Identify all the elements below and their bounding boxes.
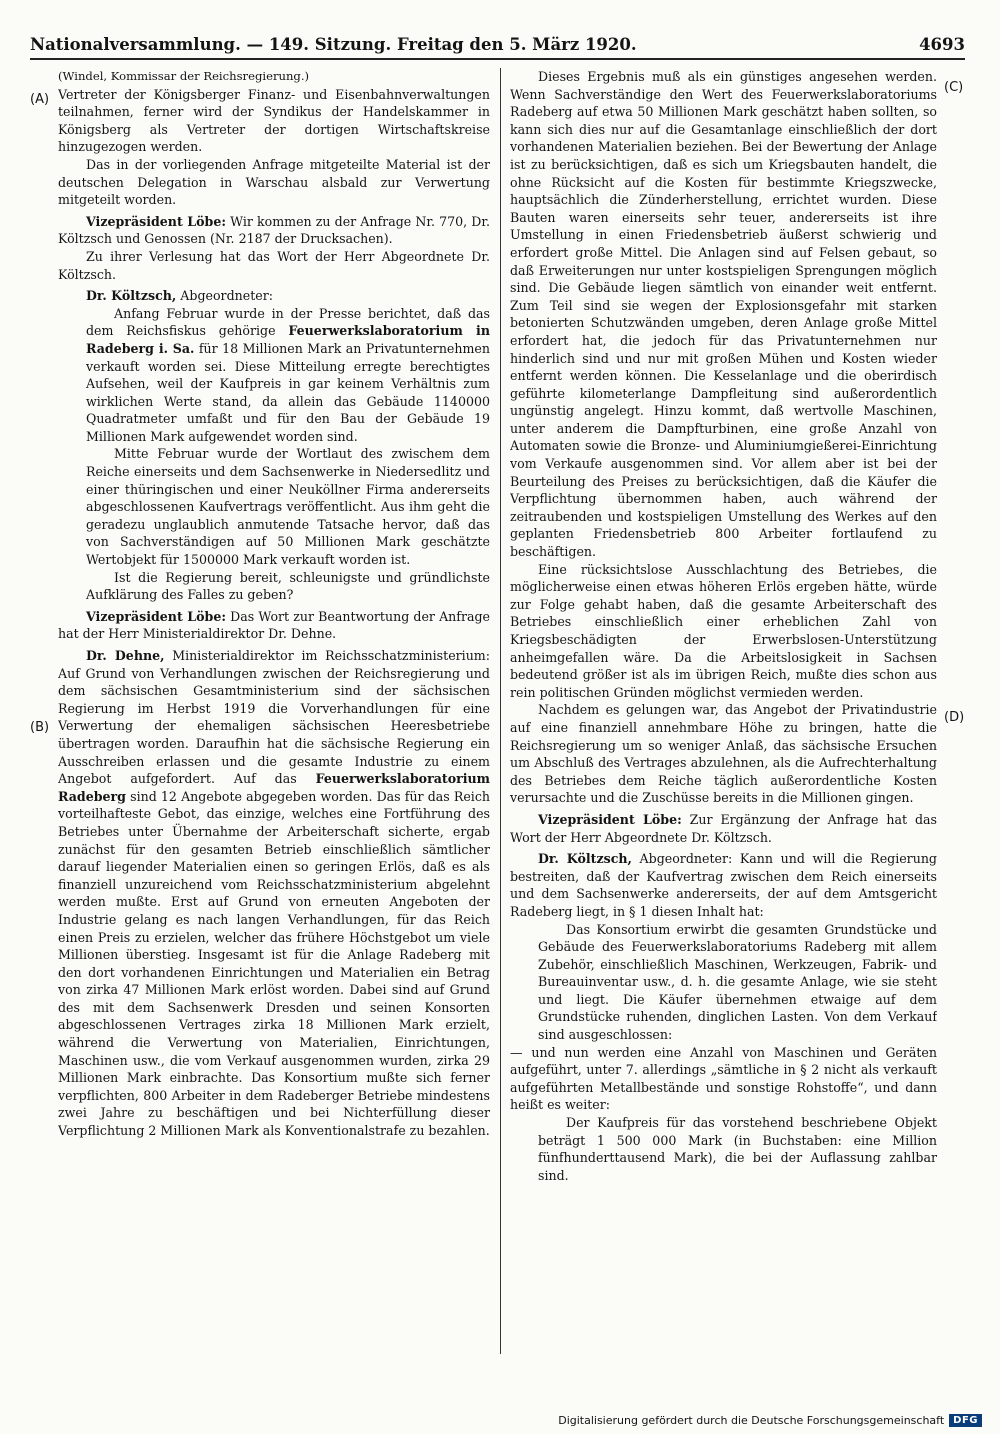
speech-text: Abgeordneter: Kann und will die Regierung bestreiten, daß der Kaufvertrag zwischen dem Reich einerseits und dem Sachsenwerke andererseits, der auf dem Amtsgericht Radeberg liegt, in § 1 diesen Inhalt hat: [510, 851, 937, 919]
speaker-note: (Windel, Kommissar der Reichsregierung.) [58, 69, 310, 83]
running-title: Nationalversammlung. — 149. Sitzung. Freitag den 5. März 1920. [30, 35, 637, 54]
text-run: Anfang Februar wurde in der Presse berichtet, daß das dem Reichsfiskus gehörige [86, 305, 490, 339]
margin-marker-b: (B) [30, 720, 50, 735]
speech [58, 213, 490, 248]
paragraph: Eine rücksichtslose Ausschlachtung des Betriebes, die möglicherweise einen etwas höheren Erlös ergeben hätte, würde zur Folge gehabt haben, daß die gesamte Arbeiterschaft des Betriebes einschließlich einer erheblichen Zahl von Kriegsbeschädigten der Erwerbslosen-Unterstützung anheimgefallen wäre. Da die Arbeitslosigkeit in Sachsen bedeutend größer ist als im übrigen Reich, mußte dies schon aus rein politischen Gründen möglichst vermieden werden. [510, 561, 937, 700]
funding-note: Digitalisierung gefördert durch die Deutsche Forschungsgemeinschaft [558, 1413, 945, 1427]
paragraph: Nachdem es gelungen war, das Angebot der Privatindustrie auf eine finanziell annehmbare Höhe zu bringen, hatte die Reichsregierung um so weniger Anlaß, das sächsische Ersuchen um Abschluß des Vertrages abzulehnen, als die Aufrechterhaltung des Betriebes dem Reiche täglich außerordentliche Kosten verursachte und die Zuschüsse bereits in die Millionen gingen. [510, 702, 937, 806]
paragraph: — und nun werden eine Anzahl von Maschinen und Geräten aufgeführt, unter 7. allerdings „sämtliche in § 2 nicht als verkauft aufgeführten Metallbestände und sonstige Rohstoffe“, und dann heißt es weiter: [510, 1044, 937, 1113]
left-column [58, 68, 490, 1348]
speaker-name: Vizepräsident Löbe: [86, 608, 227, 624]
speaker-name: Vizepräsident Löbe: [538, 811, 682, 827]
speech [58, 647, 490, 1140]
right-column [510, 68, 937, 1348]
speech [58, 608, 490, 643]
speaker-name: Vizepräsident Löbe: [86, 213, 226, 229]
speech [510, 850, 937, 920]
emphasis: Feuerwerkslaboratorium in Radeberg i. Sa. [86, 323, 490, 356]
speech-text: Das Wort zur Beantwortung der Anfrage hat der Herr Ministerialdirektor Dr. Dehne. [58, 608, 490, 642]
contract-quote: Das Konsortium erwirbt die gesamten Grundstücke und Gebäude des Feuerwerkslaboratoriums Radeberg mit allem Zubehör, einschließlich Maschinen, Werkzeugen, Fabrik- und Bureauinventar usw., d. h. die gesamte Anlage, wie sie steht und liegt. Die Käufer übernehmen etwaige auf dem Grundstücke ruhenden, dinglichen Lasten. Von dem Verkauf sind ausgeschlossen: [538, 921, 937, 1043]
contract-quote: Der Kaufpreis für das vorstehend beschriebene Objekt beträgt 1 500 000 Mark (in Buchstaben: eine Million fünfhunderttausend Mark), die bei der Auflassung zahlbar sind. [538, 1115, 937, 1183]
speaker-name: Dr. Dehne, [86, 648, 165, 663]
inquiry-text [58, 305, 490, 446]
speech [58, 287, 490, 305]
paragraph: Dieses Ergebnis muß als ein günstiges angesehen werden. Wenn Sachverständige den Wert des Feuerwerkslaboratoriums Radeberg auf etwa 50 Millionen Mark geschätzt haben sollten, so kann sich dies nur auf die Gesamtanlage einschließlich der dort vorhandenen Materialien beziehen. Bei der Bewertung der Anlage ist zu berücksichtigen, daß es sich um Kriegsbauten handelt, die ohne Rücksicht auf die Kosten für bestimmte Kriegszwecke, hauptsächlich die Zünderherstellung, errichtet wurden. Diese Bauten waren einerseits sehr teuer, andererseits ist ihre Umstellung in einen Friedensbetrieb äußerst schwierig und erfordert große Mittel. Die Anlagen sind auf Felsen gebaut, so daß Erweiterungen nur unter kostspieligen Sprengungen möglich sind. Die Gebäude liegen sämtlich von einander weit entfernt. Zum Teil sind sie wegen der Explosionsgefahr mit starken betonierten Schutzwänden umgeben, deren Anlage große Mittel erfordert hat, die jedoch für das Privatunternehmen nur hinderlich sind und nur mit großen Mühen und Kosten wieder entfernt werden können. Die Kesselanlage und die oberirdisch geführte kilometerlange Dampfleitung sind außerordentlich ungünstig angelegt. Hinzu kommt, daß wertvolle Maschinen, unter anderem die Dampfturbinen, eine große Anzahl von Automaten sowie die Bronze- und Aluminiumgießerei-Einrichtung vom Verkaufe ausgenommen sind. Vor allem aber ist bei der Beurteilung des Preises zu berücksichtigen, daß die Käufer die Verpflichtung übernommen haben, auch während der zeitraubenden und kostspieligen Umstellung des Werkes auf den geplanten Friedensbetrieb 800 Arbeiter fortlaufend zu beschäftigen. [510, 69, 937, 560]
speaker-role: Abgeordneter: [176, 288, 273, 304]
text-run: Ministerialdirektor im Reichsschatzministerium: Auf Grund von Verhandlungen zwischen der Reichsregierung und dem sächsischen Gesamtministerium sind der sächsischen Regierung im Herbst 1919 die Vorverhandlungen für eine Verwertung der ehemaligen sächsischen Heeresbetriebe übertragen worden. Daraufhin hat die sächsische Regierung ein Ausschreiben erlassen und die gesamte Industrie zu einem Angebot aufgefordert. Auf das [58, 648, 490, 787]
text-run: für 18 Millionen Mark an Privatunternehmen verkauft worden sei. Diese Mitteilung erregte berechtigtes Aufsehen, weil der Kaufpreis in gar keinem Verhältnis zum wirklichen Werte stand, da allein das Gebäude 1140000 Quadratmeter umfaßt und für den Bau der Gebäude 19 Millionen Mark aufgewendet worden sind. [86, 340, 490, 444]
dfg-logo: DFG [949, 1414, 982, 1427]
speaker-name: Dr. Költzsch, [538, 851, 632, 867]
margin-marker-c: (C) [944, 80, 964, 95]
paragraph: Vertreter der Königsberger Finanz- und Eisenbahnverwaltungen teilnahmen, ferner wird der Syndikus der Handelskammer in Königsberg als Vertreter der dortigen Wirtschaftskreise hinzugezogen werden. [58, 86, 490, 155]
page-header [30, 32, 965, 60]
paragraph: Das in der vorliegenden Anfrage mitgeteilte Material ist der deutschen Delegation in Warschau alsbald zur Verwertung mitgeteilt worden. [58, 156, 490, 208]
paragraph: Zu ihrer Verlesung hat das Wort der Herr Abgeordnete Dr. Költzsch. [58, 248, 490, 282]
speech-text: Wir kommen zu der Anfrage Nr. 770, Dr. Költzsch und Genossen (Nr. 2187 der Drucksachen). [58, 213, 490, 247]
inquiry-text: Mitte Februar wurde der Wortlaut des zwischem dem Reiche einerseits und dem Sachsenwerke in Niedersedlitz und einer thüringischen und einer Neuköllner Firma andererseits abgeschlossenen Kaufvertrags veröffentlicht. Aus ihm geht die geradezu unglaublich anmutende Tatsache hervor, daß das von Sachverständigen auf 50 Millionen Mark geschätzte Wertobjekt für 1500000 Mark verkauft worden ist. [86, 446, 490, 568]
speaker-name: Dr. Költzsch, [86, 288, 177, 304]
margin-marker-a: (A) [30, 92, 50, 107]
inquiry-text: Ist die Regierung bereit, schleunigste und gründlichste Aufklärung des Falles zu geben? [86, 569, 490, 603]
emphasis: Feuerwerkslaboratorium Radeberg [58, 771, 490, 804]
margin-marker-d: (D) [944, 710, 965, 725]
column-divider [500, 68, 501, 1354]
text-run: sind 12 Angebote abgegeben worden. Das für das Reich vorteilhafteste Gebot, das einzige, welches eine Fortführung des Betriebes unter Übernahme der Arbeiterschaft sicherte, ergab zunächst für den gesamten Betrieb einschließlich sämtlicher darauf liegender Materialien einen so geringen Erlös, daß es als finanziell unzureichend vom Reichsschatzministerium abgelehnt werden mußte. Erst auf Grund von erneuten Angeboten der Industrie gelang es nach langen Verhandlungen, für das Reich einen Preis zu erzielen, welcher das frühere Höchstgebot um viele Millionen überstieg. Insgesamt ist für die Anlage Radeberg mit den dort vorhandenen Einrichtungen und Materialien ein Betrag von zirka 47 Millionen Mark erlöst worden. Dabei sind auf Grund des mit dem Sachsenwerk Dresden und seinen Konsorten abgeschlossenen Vertrages zirka 18 Millionen Mark erzielt, während die Verwertung von Materialien, Einrichtungen, Maschinen usw., die vom Verkauf ausgenommen wurden, zirka 29 Millionen Mark einbrachte. Das Konsortium mußte sich ferner verpflichten, 800 Arbeiter in dem Radeberger Betriebe mindestens zwei Jahre zu beschäftigen und bei Nichterfüllung dieser Verpflichtung 2 Millionen Mark als Konventionalstrafe zu bezahlen. [58, 788, 490, 1139]
page-number: 4693 [919, 35, 965, 54]
footer [558, 1412, 982, 1428]
speech [510, 811, 937, 846]
speech-text: Zur Ergänzung der Anfrage hat das Wort der Herr Abgeordnete Dr. Költzsch. [510, 811, 937, 845]
